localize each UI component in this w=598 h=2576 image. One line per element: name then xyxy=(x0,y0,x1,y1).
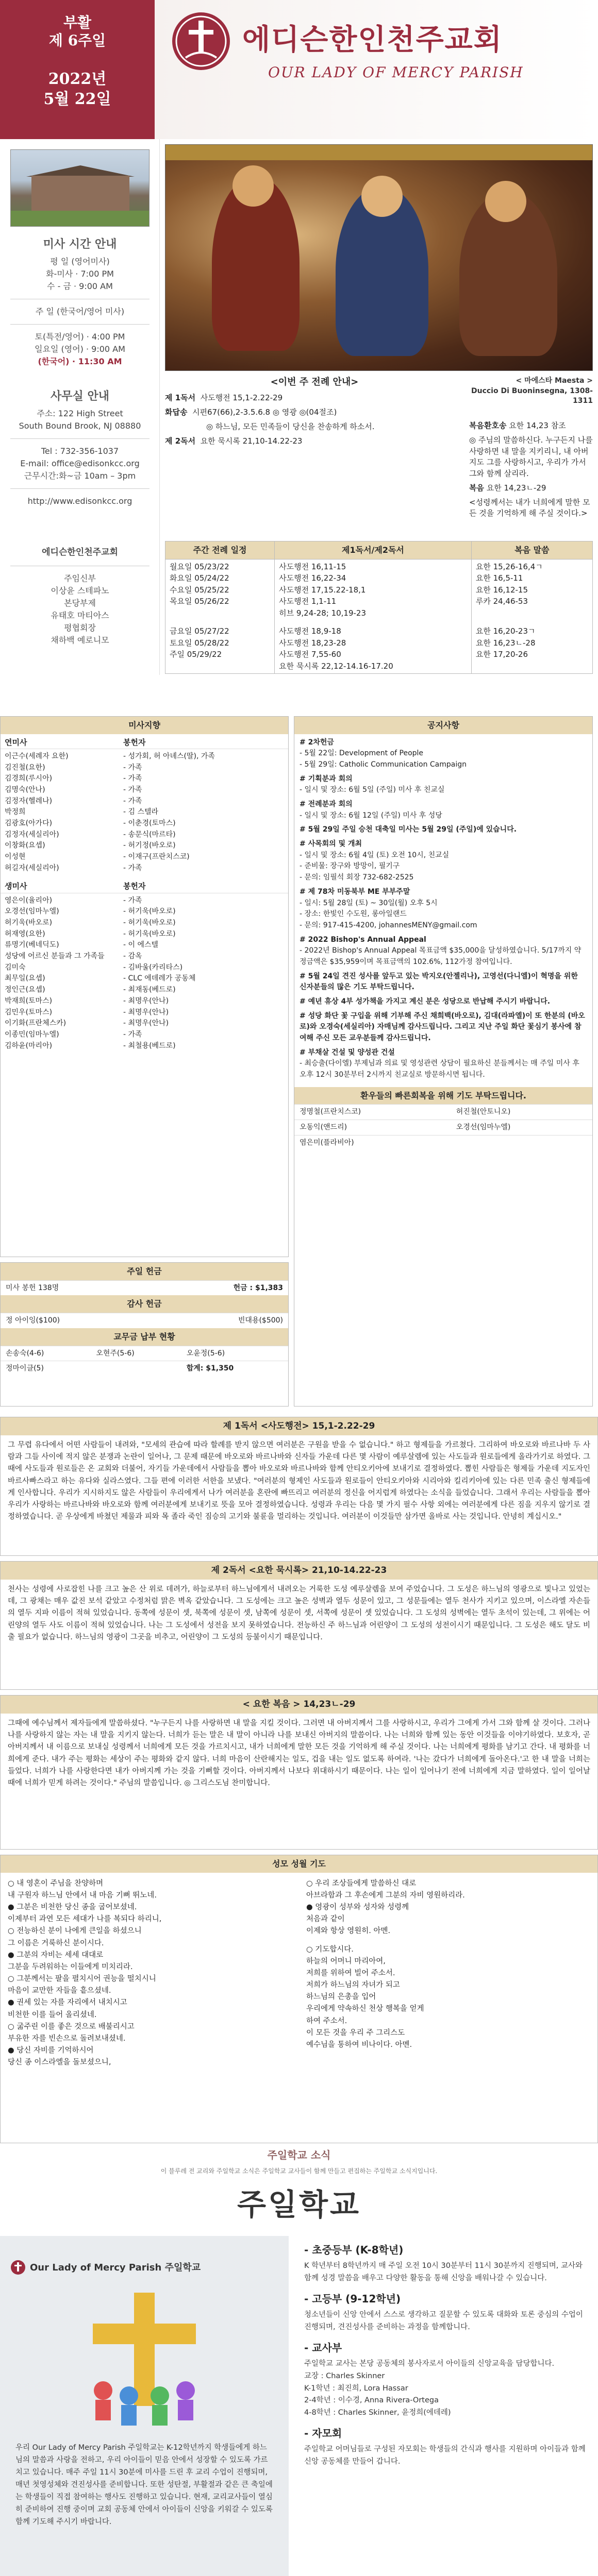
parents-title: - 자모회 xyxy=(304,2427,342,2440)
readings-title: <이번 주 전례 안내> xyxy=(270,377,359,387)
intention-row: 오경선(임마누엘) - 허기욱(바오로) xyxy=(5,907,176,916)
prayer-line: 마음이 교만한 자들을 흩으셨네. xyxy=(8,1987,111,1995)
prayer-line: ● 그분의 자비는 세세 대대로 xyxy=(8,1951,104,1959)
clergy-name: 유태호 마티아스 xyxy=(51,610,109,620)
prayer-line: 이 모든 것을 우리 주 그리스도 xyxy=(306,2028,405,2037)
teacher-text: 주일학교 교사는 본당 공동체의 봉사자로서 아이들의 신앙교육을 담당합니다. xyxy=(304,2359,555,2368)
prayer-line: 부유한 자를 빈손으로 돌려보내셨네. xyxy=(8,2035,126,2043)
announcement-item: # 전례분과 회의 - 일시 및 장소: 6월 12일 (주일) 미사 후 성당 xyxy=(300,800,442,820)
issue-banner xyxy=(0,0,155,139)
offering-box xyxy=(0,1262,289,1406)
gospel-text: < 요한 복음 > 14,23ㄴ-29 그때에 예수님께서 제자들에게 말씀하셨다. "누구든지 나를 사랑하면 내 말을 지킬 것이다. 그러면 내 아버지께서 그를 사랑하시고, 우리가 그에게 가서 그와 함께 살 것이다. 그러나 나를 사랑하지 않는 자는 내 말을 지키지 않는다. 너희가 듣는 말은 내 말이 아니라 나를 보내신 아버지의 말씀이다. 나는 너희와 함께 있는 동안 이것들을 이야기하였다. 보호자, 곧 아버지께서 내 이름으로 보내실 성령께서 너희에게 모든 것을 가르치시고, 내가 너희에게 말한 모든 것을 기억하게 해 주실 것이다. 나는 너희에게 평화를 남기고 간다. 내 평화를 너희에게 준다. 내가 주는 평화는 세상이 주는 평화와 같지 않다. 너희 마음이 산란해지는 일도, 겁을 내는 일도 없도록 하여라. '나는 갔다가 너희에게 돌아온다.'고 한 내 말을 너희는 들었다. 너희가 나를 사랑한다면 내가 아버지께 가는 것을 기뻐할 것이다. 아버지께서 나보다 위대하시기 때문이다. 나는 일이 일어나기 전에 너희에게 지금 말하였다. 일이 일어날 때에 너희가 믿게 하려는 것이다." 주님의 말씀입니다. ◎ 그리스도님 찬미합니다. xyxy=(0,1695,598,1850)
info-sidebar xyxy=(0,139,160,675)
prayer-line: 우리에게 약속하신 천상 행복을 얻게 xyxy=(306,2005,424,2013)
announcements-box xyxy=(294,716,593,1406)
intention-row: 이성현 - 이재구(프란치스코) xyxy=(5,853,190,861)
announcement-item: # 부채살 건설 및 양성관 건설 - 최승출(다이엘) 부제님과 의료 및 영성관련 상담이 필요하신 분들께서는 매 주일 미사 후 오후 12시 30분부터 2시까지 친교실로 방문하시면 됩니다. xyxy=(300,1048,579,1079)
teacher-list-item: 교장 : Charles Skinner xyxy=(304,2371,385,2380)
intention-row: 최무일(요셉) - CLC 에데레가 공동체 xyxy=(5,974,196,983)
prayer-line: 이제부터 과연 모든 세대가 나를 복되다 하리니, xyxy=(8,1915,162,1924)
table-row: 염은미(플라비아) xyxy=(294,1136,592,1150)
table-row: 미사 봉헌 138명 헌금 : $1,383 xyxy=(1,1280,288,1295)
prayer-line: 저희를 위하여 빌어 주소서. xyxy=(306,1969,395,1977)
parish-name-korean: 에디슨한인천주교회 xyxy=(242,23,503,57)
office-title: 사무실 안내 xyxy=(51,390,109,403)
prayer-line: ○ 그분께서는 팔을 펼치시어 권능을 떨치시니 xyxy=(8,1975,156,1984)
prayer-line: 아브라함과 그 후손에게 그분의 자비 영원하리라. xyxy=(306,1891,465,1900)
second-reading-text: 제 2독서 <요한 묵시록> 21,10-14.22-23 천사는 성령에 사로잡힌 나를 크고 높은 산 위로 데려가, 하늘로부터 하느님에게서 내려오는 거룩한 도성 예루살렘을 보여 주었습니다. 그 도성은 하느님의 영광으로 빛나고 있었는데, 그 광채는 매우 값진 보석 같았고 수정처럼 맑은 벽옥 같았습니다. 그 도성에는 크고 높은 성벽과 열두 성문이 있고, 그 성문들에는 열두 천사가 지키고 있으며, 이스라엘 자손들의 열두 지파 이름이 적혀 있었습니다. 동쪽에 성문이 셋, 북쪽에 성문이 셋, 남쪽에 성문이 셋, 서쪽에 성문이 셋 있었습니다. 그 도성의 성벽에는 열두 초석이 있는데, 그 위에는 어린양의 열두 사도 이름이 적혀 있었습니다. 나는 그 도성에서 성전을 보지 못하였습니다. 전능하신 주 하느님과 어린양이 그 도성의 성전이시기 때문입니다. 그 도성은 해도 달도 비출 필요가 없습니다. 하느님의 영광이 그곳을 비추고, 어린양이 그 도성의 등불이시기 때문입니다. xyxy=(0,1561,598,1690)
k8-title: - 초중등부 (K-8학년) xyxy=(304,2244,404,2256)
weekday-label: 평 일 (영어미사) xyxy=(50,256,110,266)
intention-subheader: 생미사 봉헌자 xyxy=(1,878,288,893)
reading-second: 제 2독서 요한 묵시록 21,10-14.22-23 xyxy=(165,436,303,446)
table-header: 복음 말씀 xyxy=(471,541,592,560)
prayer-line: 하느님의 은총을 입어 xyxy=(306,1993,376,2002)
intention-row: 김경희(루시아) - 가족 xyxy=(5,774,142,783)
mass-intention-box xyxy=(0,716,289,1257)
offering-title: 주일 헌금 xyxy=(1,1263,288,1280)
intention-row: 김명숙(안나) - 가족 xyxy=(5,785,142,794)
intention-row: 이창화(요셉) - 허기정(바오로) xyxy=(5,841,176,850)
teacher-list-item: 2-4학년 : 이수경, Anna Rivera-Ortega xyxy=(304,2396,439,2405)
announcement-item: # 성당 화단 꽃 구입을 위해 기부해 주신 채희백(바오로), 김대(라파엘)이 또 한분의 (바오로)와 오경숙(세실리아) 자매님께 감사드립니다. 그리고 지난 주일 화단 꽃심기 봉사에 참여해 주신 모든 교우분들께 감사드립니다. xyxy=(300,1011,585,1043)
prayer-line: 이제와 항상 영원히. 아멘. xyxy=(306,1927,391,1936)
intention-row: 허재영(요한) - 허기욱(바오로) xyxy=(5,929,176,938)
parish-logo-small-icon xyxy=(10,2260,26,2275)
prayer-line: ● 영광이 성부와 성자와 성령께 xyxy=(306,1903,409,1911)
prayer-line: 하늘의 어머니 마리아여, xyxy=(306,1957,386,1965)
intention-row: 김하윤(마리아) - 최철용(베드로) xyxy=(5,1041,176,1050)
office-email[interactable]: E-mail: office@edisonkcc.org xyxy=(20,458,140,468)
prayer-left-column xyxy=(1,1873,299,2074)
clergy-title: 에디슨한인천주교회 xyxy=(42,547,118,557)
reading-psalm: 화답송 시편67(66),2-3.5.6.8 ◎ 영광 ◎(04절조) xyxy=(165,408,337,417)
prayer-line: ○ 기도합시다. xyxy=(306,1945,354,1954)
sick-prayer-title: 환우들의 빠른회복을 위해 기도 부탁드립니다. xyxy=(294,1087,592,1105)
prayer-line: 처음과 같이 xyxy=(306,1915,345,1924)
intention-row: 정인근(요셉) - 최재동(베드로) xyxy=(5,986,176,994)
intention-row: 김정자(헬레나) - 가족 xyxy=(5,796,142,805)
intention-row: 이종민(임마누엘) - 가족 xyxy=(5,1030,142,1039)
prayer-line: 비천한 이를 들어 올리셨네. xyxy=(8,2010,97,2019)
prayer-line: 그 이름은 거룩하신 분이시다. xyxy=(8,1939,104,1947)
intention-subheader: 연미사 봉헌자 xyxy=(1,734,288,749)
table-header: 제1독서/제2독서 xyxy=(275,541,472,560)
announcement-item: # 5월 29일 주일 승천 대축일 미사는 5월 29일 (주일)에 있습니다. xyxy=(300,825,517,834)
prayer-line xyxy=(306,1938,590,1944)
sunday-school-left xyxy=(0,2236,289,2576)
prayer-line: ○ 굶주린 이를 좋은 것으로 배불리시고 xyxy=(8,2022,135,2031)
prayer-line: ● 당신 자비를 기억하시어 xyxy=(8,2046,94,2055)
announcement-item: # 2022 Bishop's Annual Appeal - 2022년 Bishop's Annual Appeal 목표금액 $35,000을 달성하였습니다. 5/17까지 약정금액은 $35,959이며 목표금액의 102.6%, 112가정 참여입니다. xyxy=(300,935,582,966)
prayer-line: 그분을 두려워하는 이들에게 미치리라. xyxy=(8,1962,133,1971)
table-header: 주간 전례 일정 xyxy=(165,541,275,560)
signature-subtitle: 이 블루레 전 교리와 주일학교 소식은 주일학교 교사들이 함께 만들고 편집하는 주일학교 소식지입니다. xyxy=(160,2167,438,2175)
marian-prayer xyxy=(0,1855,598,2143)
announcement-item: # 2차헌금 - 5월 22일: Development of People - 5월 29일: Catholic Communication Campaign xyxy=(300,738,467,769)
clergy-name: 이상윤 스테파노 xyxy=(51,585,109,596)
weekly-reading-table xyxy=(165,541,593,674)
hs-text: 청소년들이 신앙 안에서 스스로 생각하고 질문할 수 있도록 대화와 토론 중심의 수업이 진행되며, 견진성사를 준비하는 과정을 함께합니다. xyxy=(304,2310,583,2331)
prayer-line: 당신 종 이스라엘을 돌보셨으니, xyxy=(8,2058,111,2067)
prayer-line: 예수님을 통하여 비나이다. 아멘. xyxy=(306,2041,412,2049)
intention-row: 이근수(세례자 요한) - 성가회, 허 아녜스(딸), 가족 xyxy=(5,752,215,760)
sunday-time: 토(특전/영어) · 4:00 PM xyxy=(35,331,125,342)
mass-times xyxy=(0,237,160,368)
thanks-offering-title: 감사 헌금 xyxy=(1,1295,288,1313)
prayer-line: 내 구원자 하느님 안에서 내 마음 기뻐 뛰노네. xyxy=(8,1891,157,1900)
intention-row: 김민우(토마스) - 최명우(안나) xyxy=(5,1008,169,1016)
mass-times-title: 미사 시간 안내 xyxy=(43,238,117,251)
prayer-line: ○ 우리 조상들에게 말씀하신 대로 xyxy=(306,1879,417,1888)
sunday-label: 주 일 (한국어/영어 미사) xyxy=(35,306,125,316)
intention-row: 박재희(토마스) - 최명우(안나) xyxy=(5,996,169,1005)
office-address: South Bound Brook, NJ 08880 xyxy=(19,420,141,431)
announcement-item: # 사목회의 및 개최 - 일시 및 장소: 6월 4일 (토) 오전 10시, 친교실 - 준비물: 장구와 방망이, 필기구 - 문의: 임필석 회장 732-682-2525 xyxy=(300,840,450,882)
parish-name-english: OUR LADY OF MERCY PARISH xyxy=(268,64,524,81)
intention-row: 허기욱(바오로) - 허기욱(바오로) xyxy=(5,919,176,927)
table-row: 월요일 05/23/22 화요일 05/24/22 수요일 05/25/22 목요일 05/26/22 사도행전 16,11-15 사도행전 16,22-34 사도행전 17,15.22-18,1 사도행전 1,1-11 히브 9,24-28; 10,19-23 요한 15,26-16,4ㄱ 요한 16,5-11 요한 16,12-15 루카 24,46-53 xyxy=(165,559,593,620)
prayer-line: ● 권세 있는 자를 자리에서 내치시고 xyxy=(8,1998,127,2007)
sunday-school-title: 주일학교 xyxy=(237,2187,361,2222)
website-link[interactable]: http://www.edisonkcc.org xyxy=(27,496,132,506)
prayer-line: 저희가 하느님의 자녀가 되고 xyxy=(306,1981,400,1990)
table-row: 정명철(프란치스코) 허진철(안토니오) xyxy=(294,1105,592,1120)
prayer-line: 하여 주소서. xyxy=(306,2016,347,2025)
teacher-list-item: 4-8학년 : Charles Skinner, 윤정희(에데레) xyxy=(304,2409,451,2417)
table-row: 정마이클(5) 합계: $1,350 xyxy=(1,1361,288,1376)
weekday-time: 수 - 금 · 9:00 AM xyxy=(47,281,113,291)
announcement-item: # 제 78차 미동북부 ME 부부주말 - 일시: 5월 28일 (토) ~ 30일(월) 오후 5시 - 장소: 한빛인 수도원, 롱아일랜드 - 문의: 917-415-4200, johannesMENY@gmail.com xyxy=(300,887,477,929)
announcements-title: 공지사항 xyxy=(294,717,592,734)
clergy-name: 채하백 예로니모 xyxy=(51,635,109,645)
prayer-line: ○ 전능하신 분이 나에게 큰일을 하셨으니 xyxy=(8,1927,142,1936)
clergy-info xyxy=(0,546,160,647)
issue-date: 2022년 5월 22일 xyxy=(43,70,111,108)
signature-title: 주일학교 소식 xyxy=(267,2149,331,2161)
table-row: 금요일 05/27/22 토요일 05/28/22 주일 05/29/22 사도행전 18,9-18 사도행전 18,23-28 사도행전 7,55-60 요한 묵시록 22,12-14.16-17.20 요한 16,20-23ㄱ 요한 16,23ㄴ-28 요한 17,20-26 xyxy=(165,620,593,674)
issue-title: 부활 제 6주일 xyxy=(48,14,106,49)
prayer-title: 성모 성월 기도 xyxy=(1,1855,597,1873)
cross-children-icon xyxy=(72,2287,217,2432)
office-info xyxy=(0,389,160,507)
intention-row: 김정자(세실리아) - 송문식(마르타) xyxy=(5,830,176,839)
intention-row: 성당에 어르신 분들과 그 가족들 - 감옥 xyxy=(5,952,142,961)
sunday-time: (한국어) · 11:30 AM xyxy=(38,356,122,366)
prayer-line: ○ 내 영혼이 주님을 찬양하며 xyxy=(8,1879,104,1888)
announcement-item: # 기획분과 회의 - 일시 및 장소: 6월 5일 (주일) 미사 후 친교실 xyxy=(300,774,445,794)
office-phone: Tel : 732-356-1037 xyxy=(41,446,119,456)
maesta-painting xyxy=(165,144,593,371)
sunday-school-brand: Our Lady of Mercy Parish 주일학교 xyxy=(30,2262,201,2273)
intention-row: 김광호(아가다) - 이춘경(토마스) xyxy=(5,819,176,827)
table-row: 정 아이잉($100) 빈대용($500) xyxy=(1,1313,288,1328)
intention-row: 허길자(세실리아) - 가족 xyxy=(5,863,142,872)
liturgy-readings xyxy=(165,376,464,450)
contribution-title: 교무금 납부 현황 xyxy=(1,1328,288,1346)
parish-logo-icon xyxy=(170,10,232,72)
reading-response: ◎ 하느님, 모든 민족들이 당신을 찬송하게 하소서. xyxy=(206,421,375,431)
table-row: 오동익(앤드리) 오경선(임마누엘) xyxy=(294,1120,592,1136)
announcement-item: # 예년 휴상 4부 성가책을 가지고 계신 분은 성당으로 반납해 주시기 바랍니다. xyxy=(300,997,551,1006)
intention-row: 영은이(율리아) - 가족 xyxy=(5,896,142,905)
prayer-line: ● 그분은 비천한 당신 종을 굽어보셨네. xyxy=(8,1903,137,1911)
intention-row: 김진철(요한) - 가족 xyxy=(5,763,142,772)
weekday-time: 화-미사 · 7:00 PM xyxy=(46,268,114,279)
intention-row: 김미숙 - 김바울(카리타스) xyxy=(5,963,183,972)
sunday-school-right xyxy=(294,2236,598,2576)
gospel-acclamation: 복음환호송 요한 14,23 참조 ◎ 주님의 말씀하신다. 누구든지 나를 사랑하면 내 말을 지키리니, 내 아버지도 그를 사랑하시고, 우리가 가서 그와 함께 살리라. 복음 요한 14,23ㄴ-29 <성령께서는 내가 너희에게 말한 모든 것을 기억하게 해 주실 것이다.> xyxy=(469,421,593,518)
office-address: 주소: 122 High Street xyxy=(37,408,123,418)
intention-row: 박정희 - 김 스텔라 xyxy=(5,808,159,817)
announcement-item: # 5월 24일 견진 성사를 앞두고 있는 박지오(안젤리나), 고영선(다니엘)이 혁명을 위한 신자분들의 많은 기도 부탁드립니다. xyxy=(300,972,578,992)
prayer-right-column xyxy=(299,1873,597,2074)
sunday-school-intro: 우리 Our Lady of Mercy Parish 주일학교는 K-12학년까지 학생들에게 하느님의 말씀과 사랑을 전하고, 우리 아이들이 믿음 안에서 성장할 수 있도록 가르치고 있습니다. 매주 주일 11시 30분에 미사를 드린 후 교리 수업이 진행되며, 매년 첫영성체와 견진성사를 준비합니다. 또한 성탄절, 부활절과 같은 큰 축일에는 학생들이 직접 참여하는 행사도 진행하고 있습니다. 현재, 교리교사들이 열심히 준비하여 진행 중이며 교회 공동체 안에서 아이들이 신앙을 키워갈 수 있도록 함께 기도해 주시기 바랍니다. xyxy=(15,2444,273,2526)
painting-caption: < 마에스타 Maesta > Duccio Di Buoninsegna, 1308-1311 xyxy=(471,377,593,405)
k8-text: K 학년부터 8학년까지 매 주일 오전 10시 30분부터 11시 30분까지 진행되며, 교사와 함께 성경 말씀을 배우고 다양한 활동을 통해 신앙을 배워나갈 수 있습니다. xyxy=(304,2262,583,2282)
header xyxy=(0,0,598,139)
church-photo xyxy=(10,149,150,227)
teacher-title: - 교사부 xyxy=(304,2341,342,2354)
intention-row: 이기화(프란체스카) - 최명우(안나) xyxy=(5,1019,169,1028)
first-reading-text: 제 1독서 <사도행전> 15,1-2.22-29 그 무렵 유다에서 어떤 사람들이 내려와, "모세의 관습에 따라 할례를 받지 않으면 여러분은 구원을 받을 수 없습니다." 하고 형제들을 가르쳤다. 그리하여 바오로와 바르나바 두 사람과 그들 사이에 적지 않은 분쟁과 논란이 일어나, 그 문제 때문에 바오로와 바르나바와 신자들 가운데 다른 몇 사람이 예루살렘에 있는 사도들과 원로들에게 올라가기로 하였다. 그때에 사도들과 원로들은 온 교회와 더불어, 자기들 가운데에서 사람들을 뽑아 바오로와 바르나바와 함께 안티오키아에 보내기로 결정하였다. 뽑힌 사람들은 형제들 가운데 지도자인 바르사빠스라고 하는 유다와 실라스였다. 그들 편에 이러한 서한을 보냈다. "여러분의 형제인 사도들과 원로들이 안티오키아와 시리아와 킬리키아에 있는 다른 민족 출신 형제들에게 인사합니다. 우리가 지시하지도 않은 사람들이 우리에게서 나가 여러분을 혼란에 빠뜨리고 여러분의 정신을 어지럽게 하였다는 소식을 들었습니다. 그래서 우리는 사람들을 뽑아 우리가 사랑하는 바르나바와 바오로와 함께 여러분에게 보내기로 뜻을 모아 결정하였습니다. 성령과 우리는 다음 몇 가지 필수 사항 외에는 여러분에게 다른 짐을 지우지 않기로 결정하였습니다. 곧 우상에게 바쳤던 제물과 피와 목 졸라 죽인 짐승의 고기와 불륜을 멀리하는 것입니다. 여러분이 이것들만 삼가면 올바로 사는 것입니다. 안녕히 계십시오." xyxy=(0,1417,598,1556)
parents-text: 주일학교 어머님들로 구성된 자모회는 학생들의 간식과 행사를 지원하며 아이들과 함께 신앙 공동체를 만들어 갑니다. xyxy=(304,2445,586,2466)
mass-intention-title: 미사지향 xyxy=(1,717,288,734)
reading-first: 제 1독서 사도행전 15,1-2.22-29 xyxy=(165,393,283,403)
sunday-time: 일요일 (영어) · 9:00 AM xyxy=(35,344,125,354)
intention-row: 류명기(베네딕도) - 이 에스텔 xyxy=(5,941,159,950)
office-hours: 근무시간:화~금 10am – 3pm xyxy=(24,470,136,481)
clergy-role: 주임신부 xyxy=(64,573,96,583)
clergy-role: 평협회장 xyxy=(64,622,96,633)
hs-title: - 고등부 (9-12학년) xyxy=(304,2292,401,2305)
teacher-list-item: K-1학년 : 최진희, Lora Hassar xyxy=(304,2384,408,2393)
table-row: 손송숙(4-6) 오현주(5-6) 오윤정(5-6) xyxy=(1,1346,288,1361)
clergy-role: 본당부제 xyxy=(64,598,96,608)
